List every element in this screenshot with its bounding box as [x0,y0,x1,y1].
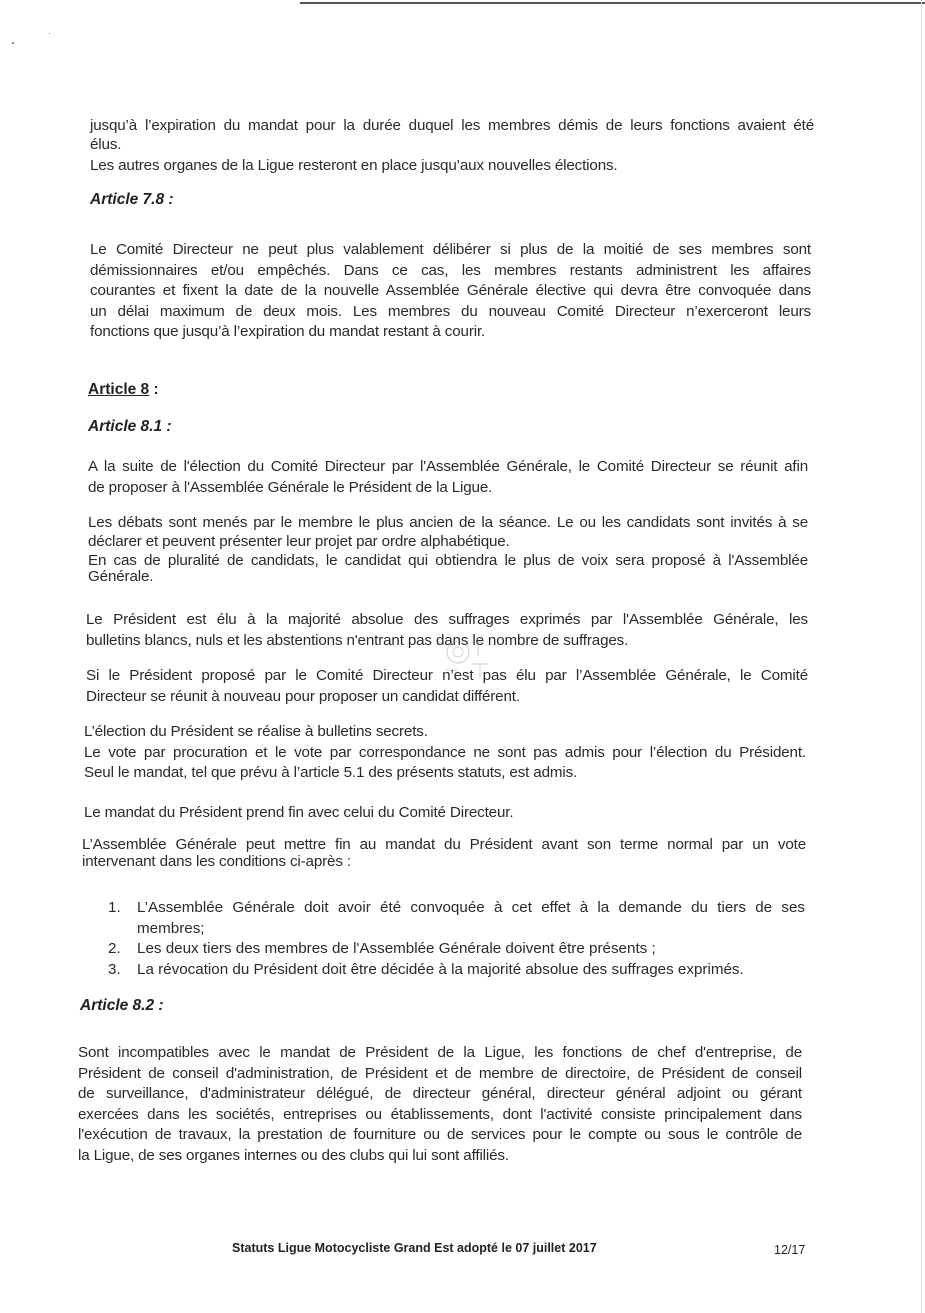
text-line: bulletins blancs, nuls et les abstentions n'entrant pas dans le nombre de suffrages. [86,631,629,649]
text-line: Directeur se réunit à nouveau pour proposer un candidat différent. [86,687,520,705]
scan-top-border [300,2,925,4]
text-line: démissionnaires et/ou empêchés. Dans ce cas, les membres restants administrent les affaires [90,261,811,279]
list-item [108,960,805,981]
text-line: Le vote par procuration et le vote par correspondance ne sont pas admis pour l’élection du Président. [84,743,806,761]
page-number: 12/17 [774,1243,806,1257]
article-8-1-paragraph-2 [88,513,808,585]
article-8-1-paragraph-1 [88,457,808,498]
text-line: un délai maximum de deux mois. Les membres du nouveau Comité Directeur n’exerceront leurs [90,302,811,320]
text-line: déclarer et peuvent présenter leur projet par ordre alphabétique. [88,532,510,550]
heading-article-7-8: Article 7.8 : [90,191,174,208]
list-item [108,898,805,939]
footer-title: Statuts Ligue Motocycliste Grand Est adopté le 07 juillet 2017 [232,1241,597,1255]
text-line: intervenant dans les conditions ci-après : [82,853,351,870]
text-line: Le Comité Directeur ne peut plus valablement délibérer si plus de la moitié de ses membres sont [90,241,811,258]
text-line: de surveillance, d'administrateur délégué, de directeur général, directeur général adjoint ou gérant [78,1085,802,1102]
text-line: exercées dans les sociétés, entreprises ou établissements, dont l'activité consiste principalement dans [78,1105,802,1123]
text-line: L’Assemblée Générale peut mettre fin au mandat du Président avant son terme normal par un vote [82,836,806,853]
list-item-text [137,898,805,939]
heading-article-8-word: Article 8 [88,381,150,398]
scan-right-edge [921,0,922,1313]
text-line: L’élection du Président se réalise à bulletins secrets. [84,723,428,740]
text-line: En cas de pluralité de candidats, le candidat qui obtiendra le plus de voix sera proposé à l'Assemblée [88,551,808,569]
heading-article-8 [88,381,159,399]
list-item-number: 3. [108,960,121,978]
revocation-conditions-list [108,898,805,980]
article-8-1-paragraph-6 [84,803,806,824]
article-7-8-paragraph [90,240,811,343]
continuation-paragraph [90,116,814,176]
list-item-text [137,960,805,981]
text-line: Seul le mandat, tel que prévu à l’article 5.1 des présents statuts, est admis. [84,764,578,781]
text-line: jusqu’à l’expiration du mandat pour la durée duquel les membres démis de leurs fonctions avaient été [90,117,814,134]
list-item-text [137,939,805,960]
text-line: membres; [137,919,205,937]
list-item [108,939,805,960]
text-line: Sont incompatibles avec le mandat de Président de la Ligue, les fonctions de chef d'entreprise, de [78,1044,802,1061]
text-line: Générale. [88,567,154,585]
text-line: Si le Président proposé par le Comité Directeur n’est pas élu par l’Assemblée Générale, le Comité [86,667,808,684]
text-line: Le mandat du Président prend fin avec celui du Comité Directeur. [84,804,514,821]
text-line: Le Président est élu à la majorité absolue des suffrages exprimés par l'Assemblée Générale, les [86,611,808,628]
text-line: la Ligue, de ses organes internes ou des clubs qui lui sont affiliés. [78,1146,509,1164]
scan-speck [12,42,14,44]
text-line: Les autres organes de la Ligue resteront en place jusqu’aux nouvelles élections. [90,156,618,174]
text-line: La révocation du Président doit être décidée à la majorité absolue des suffrages exprimés. [137,960,744,978]
article-8-2-paragraph [78,1043,802,1166]
article-8-1-paragraph-7 [82,837,806,871]
article-8-1-paragraph-5 [84,722,806,784]
text-line: Président de conseil d'administration, de Président et de membre de directoire, de Président de conseil [78,1064,802,1082]
text-line: Les débats sont menés par le membre le plus ancien de la séance. Le ou les candidats sont invités à se [88,514,808,531]
text-line: A la suite de l'élection du Comité Directeur par l'Assemblée Générale, le Comité Directeur se réunit afin [88,458,808,475]
text-line: Les deux tiers des membres de l'Assemblée Générale doivent être présents ; [137,940,656,957]
scan-speck [49,33,50,34]
text-line: élus. [90,135,122,153]
text-line: l'exécution de travaux, la prestation de fourniture ou de services pour le compte ou sous le contrôle de [78,1126,802,1143]
heading-article-8-colon: : [149,381,159,398]
heading-article-8-2: Article 8.2 : [80,997,164,1014]
article-8-1-paragraph-4 [86,666,808,707]
list-item-number: 2. [108,940,121,957]
list-item-number: 1. [108,899,121,916]
text-line: de proposer à l'Assemblée Générale le Président de la Ligue. [88,478,493,496]
text-line: courantes et fixent la date de la nouvelle Assemblée Générale élective qui devra être convoquée dans [90,282,811,299]
heading-article-8-1: Article 8.1 : [88,418,172,435]
text-line: L’Assemblée Générale doit avoir été convoquée à cet effet à la demande du tiers de ses [137,899,805,916]
text-line: fonctions que jusqu’à l’expiration du mandat restant à courir. [90,323,486,340]
